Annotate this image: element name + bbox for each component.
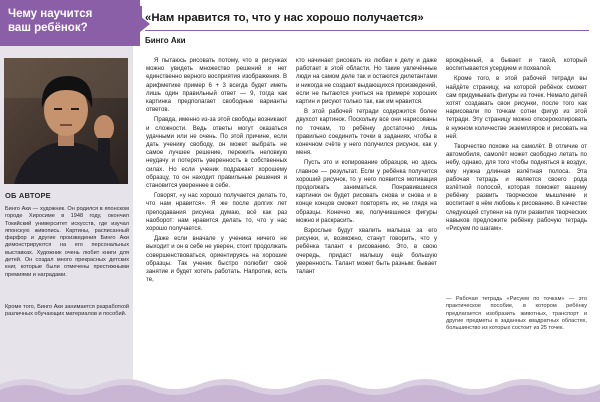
decorative-wave-band [0,370,600,402]
author-photo [4,58,128,184]
section-tab [0,0,140,46]
paragraph: Кроме того, в этой рабочей тетради вы найдёте страницу, на которой ребёнок сможет сам придумывать фигуры из точек. Немало детей хотят создавать свои рисунки, после того как нарисовали по точкам сотни фигур из этой тетради. Эту страницу можно отксерокопировать в нужном количестве экземпляров и рисовать на ней. [446,76,587,140]
workbook-caption: — Рабочая тетрадь «Рисуем по точкам» — это практическое пособие, в котором ребёнку предлагается изобразить животных, транспорт и другие предметы в заданных квадратных областях, большинство из которых состоит из 25 точек. [446,296,587,332]
section-tab-title: Чему научится ваш ребёнок? [8,8,93,34]
paragraph: В этой рабочей тетради содержится более двухсот картинок. Поскольку все они нарисованы по точкам, то ребёнку достаточно лишь правильно соединить точки в заданиях, чтобы в конечном счёте у него получился рисунок, как у меня. [296,109,437,157]
paragraph: Правда, именно из-за этой свободы возникают и сложности. Ведь ответы могут оказаться удачными или не очень. По этой причине, если дать ученику свободу, он может выбрать не самое лучшее решение, пережить неловкую неудачу и потерять уверенность в собственных силах. Но если ученик подражает хорошему образцу, то он находит правильные решения и становится увереннее в себе. [146,117,287,190]
author-portrait-illustration [4,58,128,184]
title-divider [145,30,589,31]
paragraph: Говорят, «у нас хорошо получается делать то, что нам нравится». Я же после долгих лет преподавания рисунка думаю, всё как раз наоборот: нам нравится делать то, что у нас хорошо получается. [146,193,287,233]
about-author-text: Бинго Аки — художник. Он родился в японском городе Хиросиме в 1948 году, окончил Токийский университет искусств, где изучал японскую живопись. Картины, расписанный фарфор и другие произведения Бинго Аки демонстрируются на его персональных выставках. Художник очень любит книги для детей. Он создал много прекрасных детских книг, которые были отмечены престижными премиями и наградами. [5,206,129,278]
article-column-2 [296,57,437,278]
sidebar [0,0,133,402]
paragraph: врождённый, а бывает и такой, который воспитывается усердием и похвалой. [446,58,587,73]
about-author-extra-text: Кроме того, Бинго Аки занимается разработкой различных обучающих материалов и пособий. [5,304,129,318]
article-column-3 [446,57,587,235]
paragraph: Даже если вначале у ученика ничего не выходит и он в себе не уверен, стоит продолжать совершенствоваться, ориентируясь на хорошие образцы. Так ученик быстро полюбит своё занятие и будет хотеть работать. Напротив, есть те, [146,236,287,284]
paragraph: Я пытаюсь рисовать потому, что в рисунках можно увидеть множество решений и нет единственно верного восприятия изображения. В арифметике пример 6 + 3 всегда будет иметь лишь один правильный ответ — 9, тогда как картинка предполагает свободные варианты ответов. [146,58,287,114]
article-title: «Нам нравится то, что у нас хорошо получается» [145,12,424,24]
paragraph: Взрослые будут хвалить малыша за его рисунки, и, возможно, станут говорить, что у ребёнка талант к рисованию. Это, в свою очередь, придаст малышу ещё большую уверенность. Талант может быть разным: бывает талант [296,228,437,276]
paragraph: Творчество похоже на самолёт. В отличие от автомобиля, самолёт может свободно летать по небу, однако, для того чтобы подняться в воздух, ему нужна длинная взлётная полоса. Эта рабочая тетрадь и является своего рода взлётной полосой, которая поможет вашему ребёнку развить творческое мышление и воспитает в нём любовь к рисованию. В качестве следующей ступени на пути развития творческих навыков предложите ребёнку рабочую тетрадь «Рисуем по шагам». [446,144,587,233]
article-author: Бинго Аки [145,36,186,45]
paragraph: кто начинает рисовать из любви к делу и даже работает в этой области. Но такие увлечённые люди на самом деле так и остаются дилетантами и никогда не создают выдающихся произведений, если не пытаются учиться на примере хороших картин и рисуют только так, как им нравится. [296,58,437,106]
about-author-heading: ОБ АВТОРЕ [5,191,51,200]
paragraph: Пусть это и копирование образцов, но здесь главное — результат. Если у ребёнка получится хороший рисунок, то у него появится мотивация продолжать заниматься. Понравившиеся картинки он будет рисовать снова и снова и в конце концов сможет повторять их, не глядя на образцы. Конечно же, получившиеся фигуры можно и раскрасить. [296,160,437,224]
article-column-1 [146,57,287,286]
